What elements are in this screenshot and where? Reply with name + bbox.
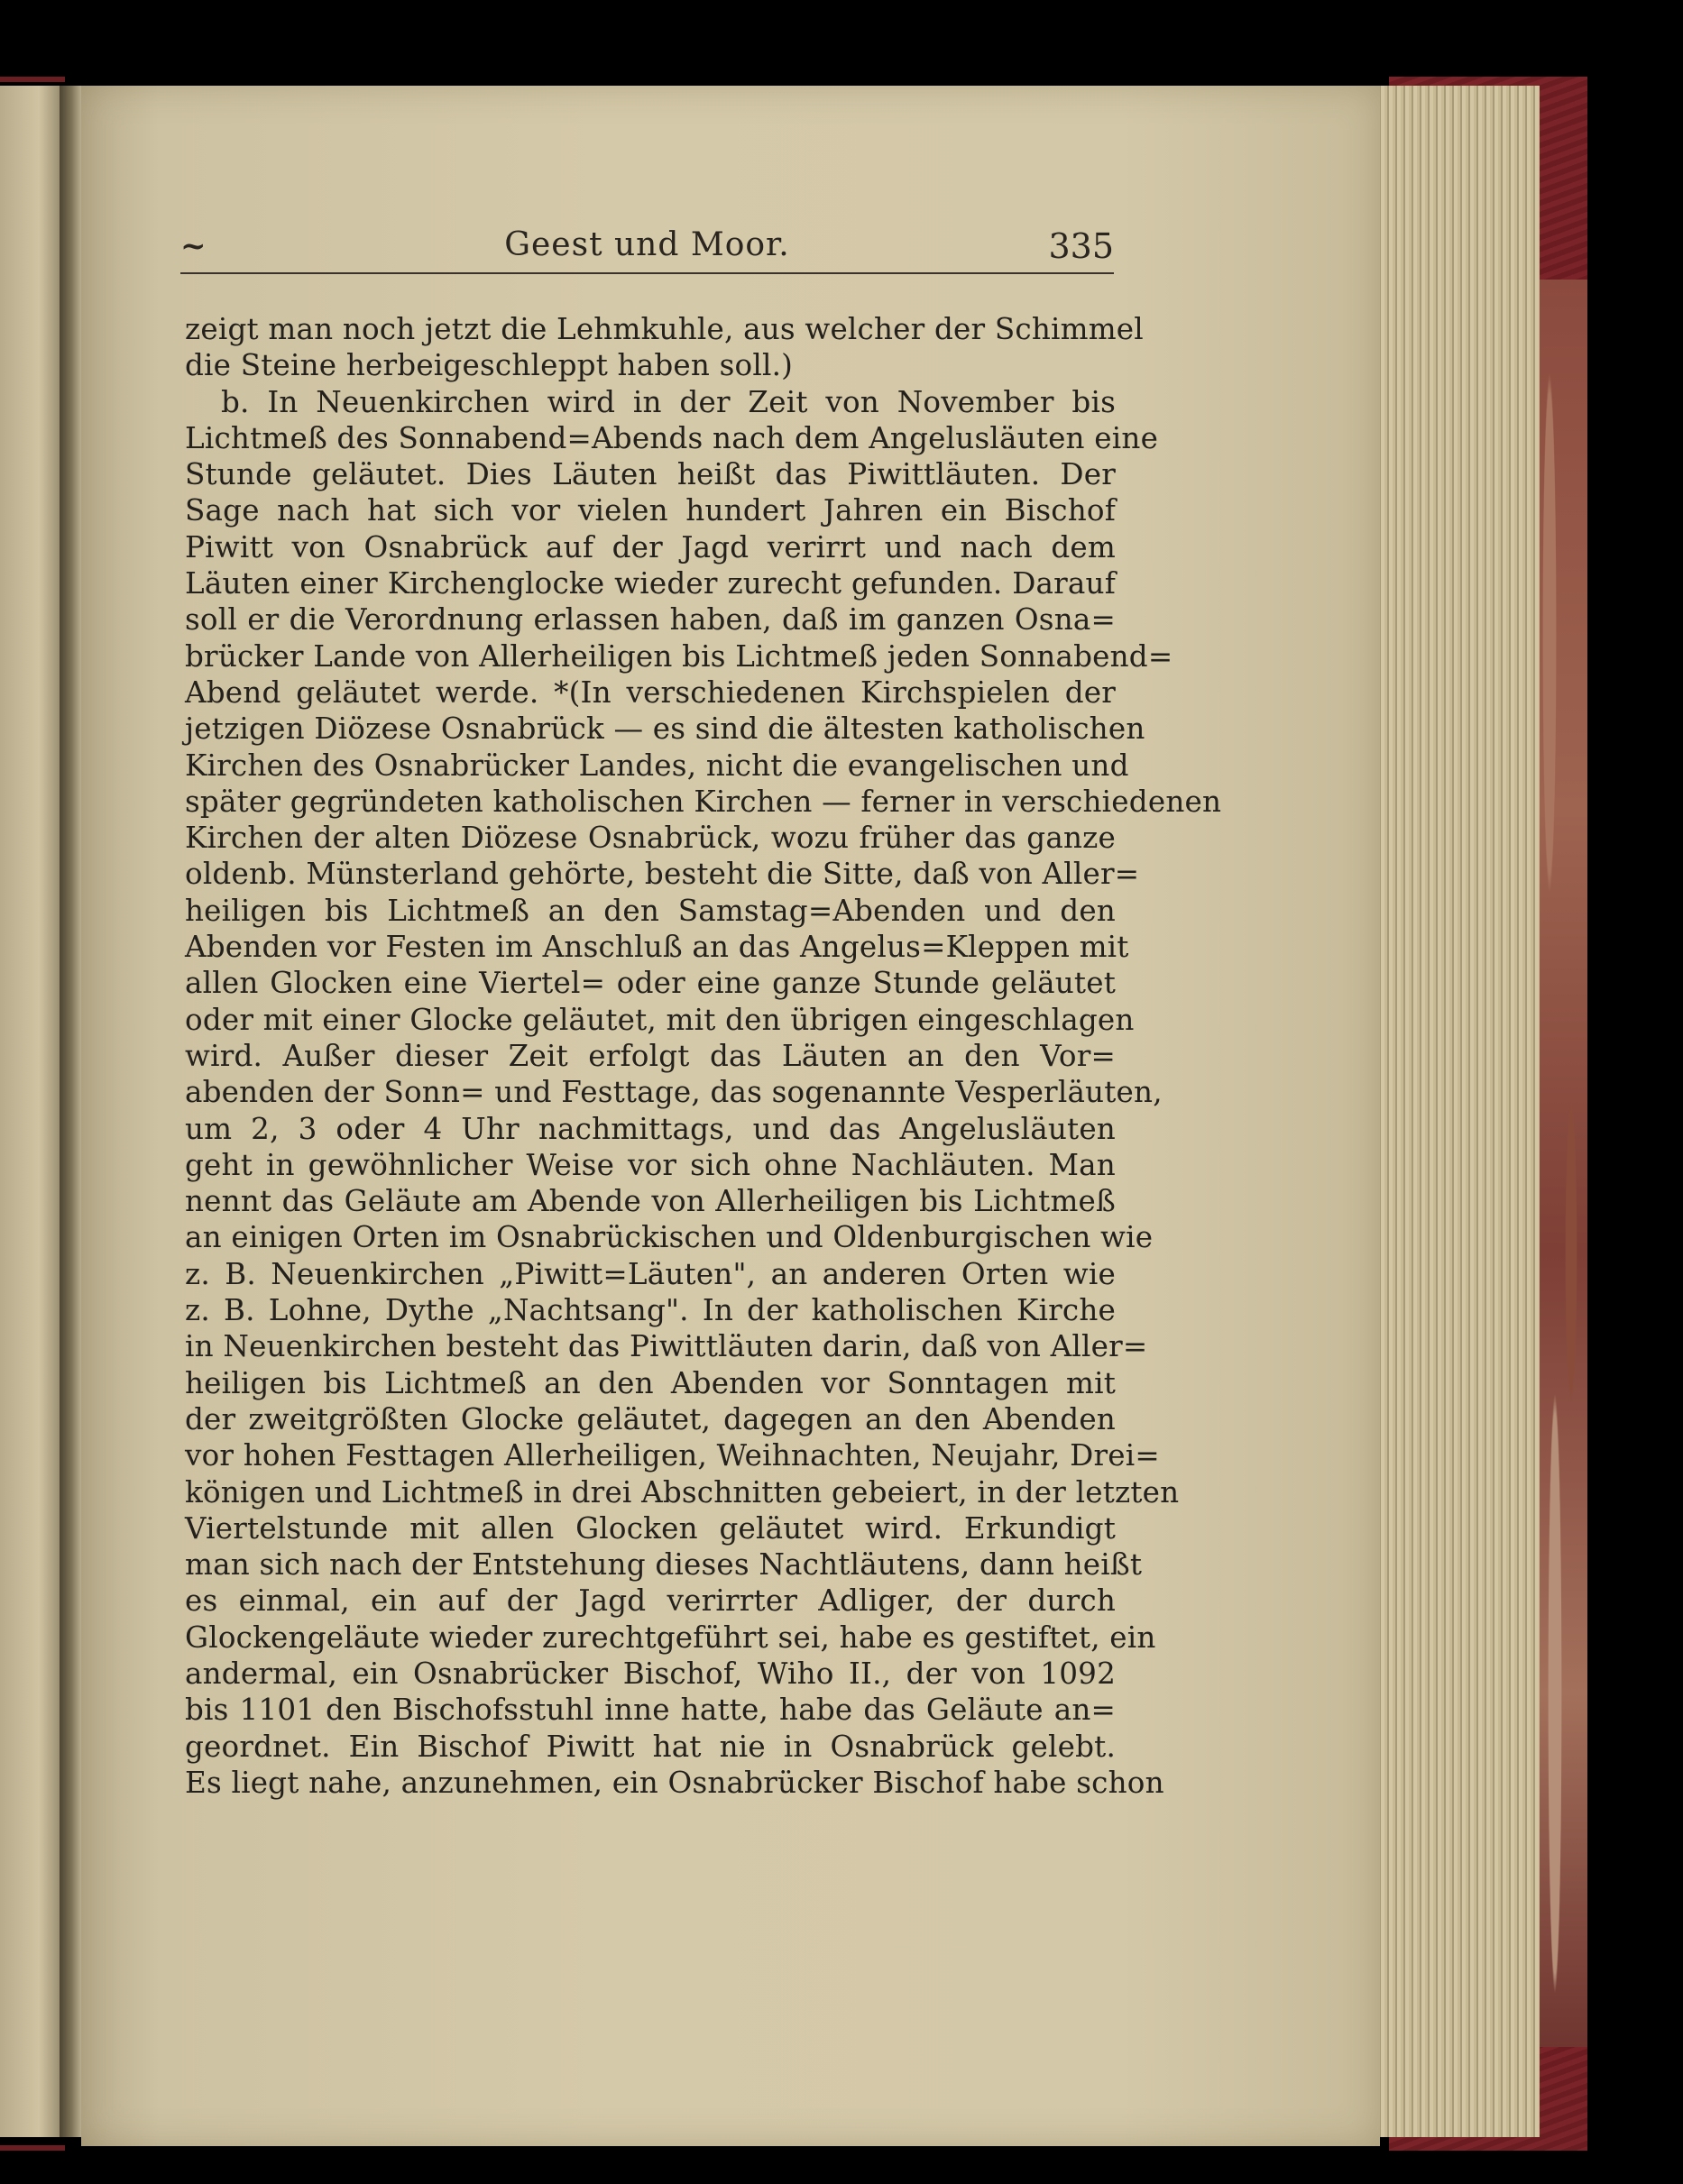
text-line: geht in gewöhnlicher Weise vor sich ohne Nachläuten. Man <box>185 1147 1116 1182</box>
text-line: die Steine herbeigeschleppt haben soll.) <box>185 348 794 383</box>
text-line: z. B. Lohne, Dythe „Nachtsang". In der katholischen Kirche <box>185 1293 1116 1328</box>
previous-page-edge <box>0 86 65 2137</box>
header-rule <box>180 272 1114 274</box>
book-gutter <box>60 86 81 2137</box>
text-line: allen Glocken eine Viertel= oder eine ganze Stunde geläutet <box>185 966 1116 1001</box>
text-line: jetzigen Diözese Osnabrück — es sind die ältesten katholischen <box>185 711 1145 747</box>
text-line: heiligen bis Lichtmeß an den Samstag=Abenden und den <box>185 893 1116 928</box>
text-line: Abend geläutet werde. *(In verschiedenen Kirchspielen der <box>185 674 1116 710</box>
text-line: andermal, ein Osnabrücker Bischof, Wiho II., der von 1092 <box>185 1656 1116 1691</box>
text-line: um 2, 3 oder 4 Uhr nachmittags, und das Angelusläuten <box>185 1111 1116 1146</box>
text-line: bis 1101 den Bischofsstuhl inne hatte, habe das Geläute an= <box>185 1693 1116 1728</box>
text-line: heiligen bis Lichtmeß an den Abenden vor Sonntagen mit <box>185 1365 1116 1400</box>
text-line: königen und Lichtmeß in drei Abschnitten gebeiert, in der letzten <box>185 1474 1180 1510</box>
text-line: der zweitgrößten Glocke geläutet, dagegen an den Abenden <box>185 1401 1116 1436</box>
text-line: vor hohen Festtagen Allerheiligen, Weihnachten, Neujahr, Drei= <box>185 1438 1160 1473</box>
text-line: oder mit einer Glocke geläutet, mit den übrigen eingeschlagen <box>185 1002 1135 1037</box>
text-line: Viertelstunde mit allen Glocken geläutet wird. Erkundigt <box>185 1510 1116 1546</box>
text-line: nennt das Geläute am Abende von Allerheiligen bis Lichtmeß <box>185 1184 1116 1219</box>
text-line: in Neuenkirchen besteht das Piwittläuten darin, daß von Aller= <box>185 1329 1148 1364</box>
page-edges <box>1366 86 1540 2137</box>
text-line: Piwitt von Osnabrück auf der Jagd verirrt und nach dem <box>185 529 1116 564</box>
text-line: Lichtmeß des Sonnabend=Abends nach dem Angelusläuten eine <box>185 420 1159 455</box>
text-line: abenden der Sonn= und Festtage, das sogenannte Vesperläuten, <box>185 1075 1163 1110</box>
text-line: Es liegt nahe, anzunehmen, ein Osnabrücker Bischof habe schon <box>185 1765 1164 1800</box>
text-line: b. In Neuenkirchen wird in der Zeit von November bis <box>221 384 1116 419</box>
running-title: Geest und Moor. <box>504 226 790 263</box>
text-line: Kirchen des Osnabrücker Landes, nicht die evangelischen und <box>185 748 1129 783</box>
running-header <box>180 221 1114 275</box>
text-line: Läuten einer Kirchenglocke wieder zurecht gefunden. Darauf <box>185 566 1116 601</box>
text-line: es einmal, ein auf der Jagd verirrter Adliger, der durch <box>185 1583 1116 1619</box>
text-line: brücker Lande von Allerheiligen bis Lichtmeß jeden Sonnabend= <box>185 638 1173 674</box>
text-line: an einigen Orten im Osnabrückischen und Oldenburgischen wie <box>185 1220 1154 1255</box>
page-number: 335 <box>1048 226 1114 266</box>
body-text <box>185 311 1222 1801</box>
marbled-edge <box>1533 280 1587 2047</box>
text-line: zeigt man noch jetzt die Lehmkuhle, aus welcher der Schimmel <box>185 312 1144 346</box>
text-line: z. B. Neuenkirchen „Piwitt=Läuten", an anderen Orten wie <box>185 1256 1116 1291</box>
signature-mark: ~ <box>180 228 207 264</box>
text-line: Abenden vor Festen im Anschluß an das Angelus=Kleppen mit <box>185 930 1129 965</box>
text-line: oldenb. Münsterland gehörte, besteht die Sitte, daß von Aller= <box>185 857 1140 892</box>
text-line: Stunde geläutet. Dies Läuten heißt das Piwittläuten. Der <box>185 457 1116 492</box>
text-line: man sich nach der Entstehung dieses Nachtläutens, dann heißt <box>185 1547 1143 1583</box>
text-line: später gegründeten katholischen Kirchen — ferner in verschiedenen <box>185 784 1222 819</box>
text-line: soll er die Verordnung erlassen haben, daß im ganzen Osna= <box>185 602 1116 638</box>
text-line: Kirchen der alten Diözese Osnabrück, wozu früher das ganze <box>185 821 1116 856</box>
text-line: geordnet. Ein Bischof Piwitt hat nie in Osnabrück gelebt. <box>185 1729 1116 1764</box>
text-line: Glockengeläute wieder zurechtgeführt sei, habe es gestiftet, ein <box>185 1620 1156 1655</box>
text-line: Sage nach hat sich vor vielen hundert Jahren ein Bischof <box>185 493 1116 528</box>
text-line: wird. Außer dieser Zeit erfolgt das Läuten an den Vor= <box>185 1038 1116 1073</box>
